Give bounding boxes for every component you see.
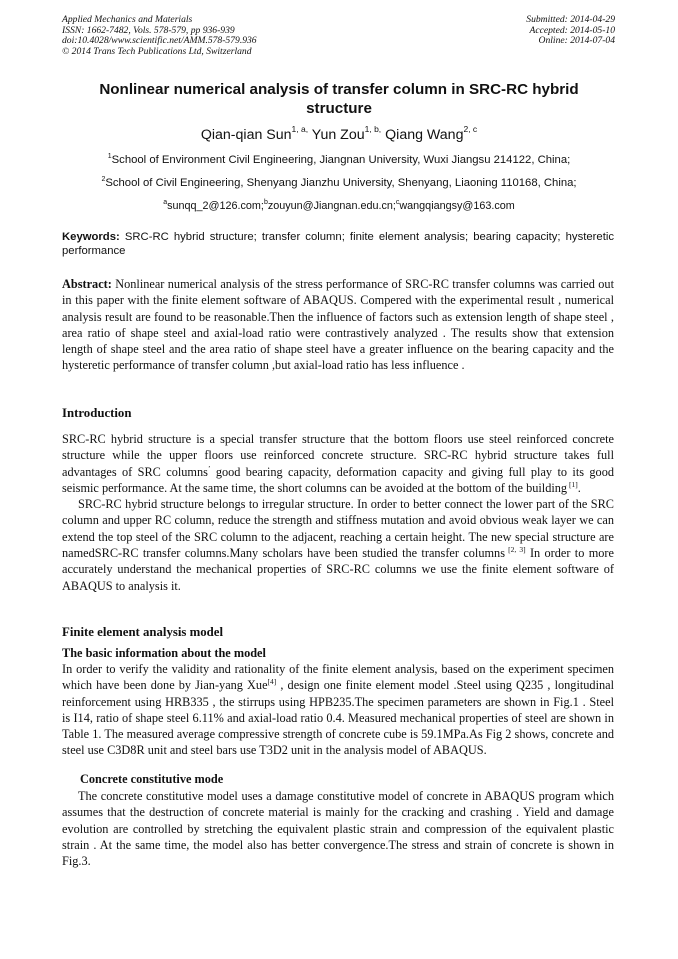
- author-name: Yun Zou: [311, 127, 365, 143]
- citation-ref: [2, 3]: [504, 545, 526, 555]
- abstract-label: Abstract:: [62, 277, 112, 291]
- issn-line: ISSN: 1662-7482, Vols. 578-579, pp 936-939: [62, 24, 235, 36]
- author-affiliation-mark: 1, a,: [291, 124, 309, 134]
- keywords: [62, 231, 614, 259]
- submitted-date: Submitted: 2014-04-29: [526, 14, 615, 25]
- email-list: [0, 199, 678, 213]
- concrete-mode-subheading: Concrete constitutive mode: [80, 772, 224, 786]
- citation-ref: [4]: [267, 677, 277, 687]
- introduction-paragraph-1: [62, 431, 614, 496]
- email-address: wangqiangsy@163.com: [399, 200, 515, 212]
- paragraph-text: SRC-RC hybrid structure belongs to irregular structure. In order to better connect the lower part of the SRC column and upper RC column, reduce the strength and stiffness mutation and avoid obvious weak layer we can extend the top steel of the SRC column to the adjacent, reaching a certain height. The new special structure are namedSRC-RC transfer columns.Many scholars have been studied the transfer columns: [62, 497, 614, 561]
- author-name: Qian-qian Sun: [200, 127, 292, 143]
- email-address: zouyun@Jiangnan.edu.cn;: [267, 200, 396, 212]
- abstract-text: Nonlinear numerical analysis of the stress performance of SRC-RC transfer columns was carried out in this paper with the finite element software of ABAQUS. Compered with the experimental result , numerical analysis result are found to be reasonable.Then the influence of factors such as extension length of shape steel , area ratio of shape steel and axial-load ratio were contrastively analyzed . The results show that extension length of shape steel and the area ratio of shape steel have a greater influence on the bearing capacity and the hysteretic performance of transfer column ,but axial-load ratio has less influence .: [62, 277, 614, 373]
- email-address: sunqq_2@126.com;: [167, 200, 264, 212]
- journal-name: Applied Mechanics and Materials: [62, 14, 193, 25]
- affiliation-mark: 1: [107, 153, 112, 160]
- journal-info: [62, 15, 257, 57]
- paragraph-text: .: [577, 480, 581, 495]
- concrete-mode-body: The concrete constitutive model uses a damage constitutive model of concrete in ABAQUS program which assumes that the destruction of concrete material is mainly for the cracking and crashing . Yield and damage evolution are controlled by stretching the equivalent plastic strain and compression of the equivalent plastic strain . At the same time, the model also has better convergence.The stress and strain of concrete is shown in Fig.3.: [62, 789, 614, 869]
- paragraph-text: , design one finite element model .Steel using Q235 , longitudinal reinforcement using HRB335 , the stirrups using HPB235.The specimen parameters are shown in Fig.1 . Steel is I14, ratio of shape steel 6.11% and axial-load ratio 0.4. Measured mechanical properties of steel are shown in Table 1. The measured average compressive strength of concrete cube is 59.1MPa.As Fig 2 shows, concrete and steel use C3D8R unit and steel bars use T3D2 unit in the analysis model of ABAQUS.: [62, 678, 615, 758]
- doi-line: doi:10.4028/www.scientific.net/AMM.578-579.936: [62, 35, 257, 47]
- author-name: Qiang Wang: [385, 127, 464, 143]
- abstract: [62, 276, 614, 374]
- fea-heading: Finite element analysis model: [62, 625, 224, 639]
- model-info-subheading: The basic information about the model: [62, 646, 266, 660]
- introduction-heading: Introduction: [62, 406, 132, 420]
- citation-ref: [1]: [567, 479, 578, 489]
- copyright-line: © 2014 Trans Tech Publications Ltd, Switzerland: [62, 45, 252, 57]
- introduction-paragraph-2: [62, 496, 614, 594]
- model-info-body: [62, 661, 614, 759]
- author-affiliation-mark: 1, b,: [364, 124, 382, 134]
- affiliation-mark: 2: [101, 176, 106, 183]
- affiliation-2: [0, 176, 678, 190]
- affiliation-text: School of Environment Civil Engineering, Jiangnan University, Wuxi Jiangsu 214122, China;: [111, 154, 571, 166]
- paragraph-text: In order to verify the validity and rationality of the finite element analysis, based on the experiment specimen which have been done by Jian-yang Xue: [62, 662, 614, 693]
- email-mark: c: [395, 199, 400, 206]
- affiliation-text: School of Civil Engineering, Shenyang Jianzhu University, Shenyang, Liaoning 110168, China;: [105, 177, 577, 189]
- author-affiliation-mark: 2, c: [463, 124, 478, 134]
- accepted-date: Accepted: 2014-05-10: [529, 24, 615, 36]
- email-mark: a: [163, 199, 168, 206]
- affiliation-1: [0, 153, 678, 167]
- title-line-2: structure: [306, 99, 372, 117]
- paragraph-text: good bearing capacity, deformation capacity and giving full play to its good seismic performance. At the same time, the short columns can be avoided at the bottom of the building: [62, 464, 614, 495]
- keywords-label: Keywords:: [62, 231, 120, 243]
- paragraph-text: In order to more accurately understand the mechanical properties of SRC-RC columns we use the finite element software of ABAQUS to analysis it.: [62, 546, 614, 593]
- apostrophe-mark: ’: [207, 463, 211, 473]
- paragraph-text: SRC-RC hybrid structure is a special transfer structure that the bottom floors use steel reinforced concrete structure while the upper floors use reinforced concrete structure. SRC-RC hybrid structure takes full advantages of SRC columns: [62, 432, 614, 479]
- title-line-1: Nonlinear numerical analysis of transfer column in SRC-RC hybrid: [99, 81, 579, 98]
- keywords-text: SRC-RC hybrid structure; transfer column; finite element analysis; bearing capacity; hysteretic performance: [62, 231, 614, 257]
- introduction-body: [62, 431, 614, 594]
- online-date: Online: 2014-07-04: [538, 35, 615, 47]
- paper-title: [70, 81, 608, 118]
- submission-dates: [526, 15, 615, 47]
- author-list: [0, 126, 678, 144]
- email-mark: b: [263, 199, 268, 206]
